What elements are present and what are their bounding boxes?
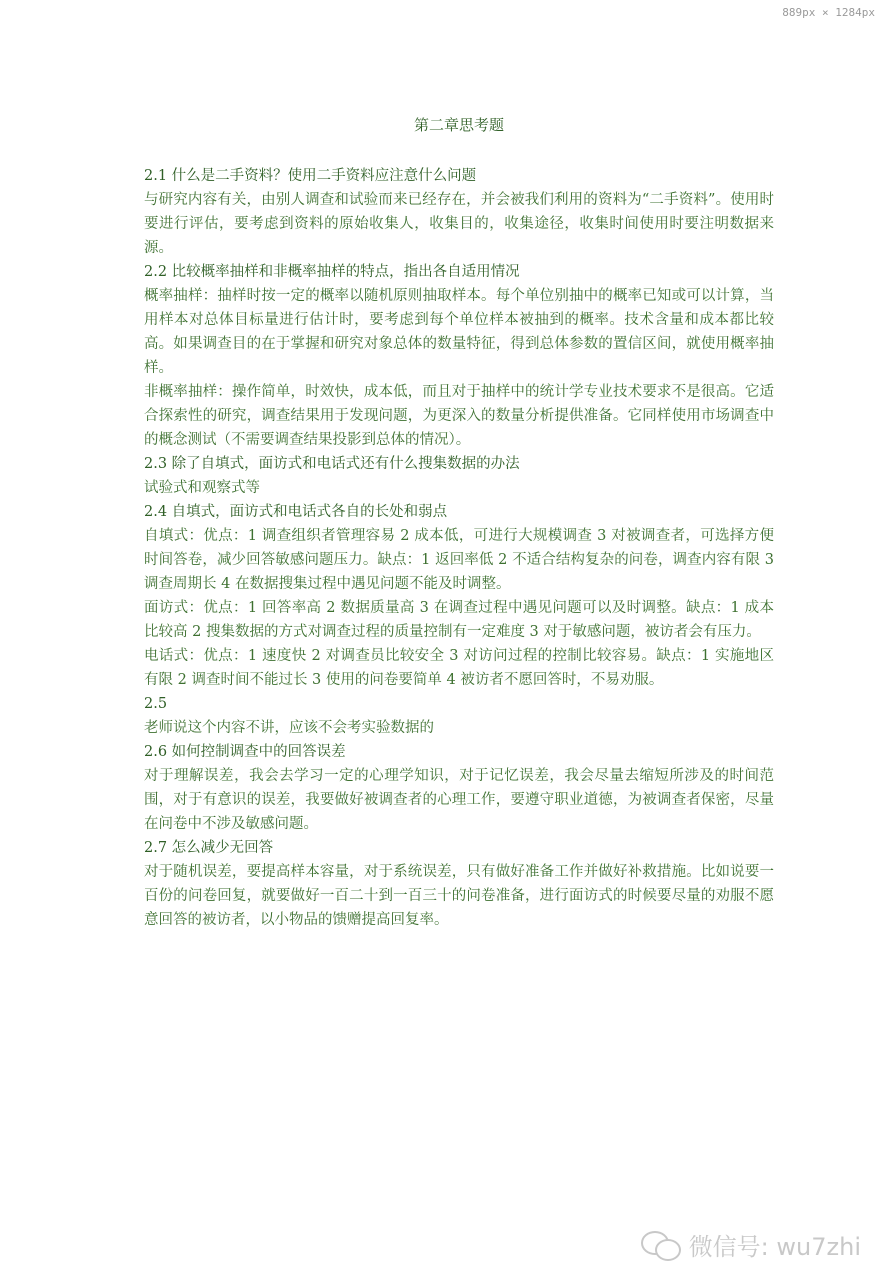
question-2-7: 2.7 怎么减少无回答: [144, 840, 274, 856]
question-2-2: 2.2 比较概率抽样和非概率抽样的特点，指出各自适用情况: [144, 264, 520, 280]
question-2-1: 2.1 什么是二手资料？使用二手资料应注意什么问题: [144, 168, 477, 184]
wechat-watermark: [641, 1227, 861, 1262]
watermark-text: 微信号: wu7zhi: [688, 1233, 861, 1261]
image-size-label: 889px × 1284px: [782, 6, 875, 19]
answer-2-4-self-administered: 自填式：优点：1 调查组织者管理容易 2 成本低，可进行大规模调查 3 对被调查者，可选择方便时间答卷，减少回答敏感问题压力。缺点：1 返回率低 2 不适合结构复杂的问卷，调查内容有限 3 调查周期长 4 在数据搜集过程中遇见问题不能及时调整。: [144, 528, 774, 592]
wechat-icon: [641, 1229, 681, 1261]
answer-2-2-nonprobability: 非概率抽样：操作简单，时效快，成本低，而且对于抽样中的统计学专业技术要求不是很高。它适合探索性的研究，调查结果用于发现问题，为更深入的数量分析提供准备。它同样使用市场调查中的概念测试（不需要调查结果投影到总体的情况）。: [144, 384, 774, 448]
answer-2-2-probability: 概率抽样：抽样时按一定的概率以随机原则抽取样本。每个单位别抽中的概率已知或可以计算，当用样本对总体目标量进行估计时，要考虑到每个单位样本被抽到的概率。技术含量和成本都比较高。如果调查目的在于掌握和研究对象总体的数量特征，得到总体参数的置信区间，就使用概率抽样。: [144, 288, 774, 376]
answer-2-3: 试验式和观察式等: [144, 480, 260, 496]
page-title: 第二章思考题: [413, 116, 504, 134]
answer-2-7: 对于随机误差，要提高样本容量，对于系统误差，只有做好准备工作并做好补救措施。比如说要一百份的问卷回复，就要做好一百二十到一百三十的问卷准备，进行面访式的时候要尽量的劝服不愿意回答的被访者，以小物品的馈赠提高回复率。: [144, 864, 774, 928]
answer-2-4-telephone: 电话式：优点：1 速度快 2 对调查员比较安全 3 对访问过程的控制比较容易。缺点：1 实施地区有限 2 调查时间不能过长 3 使用的问卷要简单 4 被访者不愿回答时，不易劝服。: [144, 648, 774, 688]
answer-2-1: 与研究内容有关，由别人调查和试验而来已经存在，并会被我们利用的资料为“二手资料”。使用时要进行评估，要考虑到资料的原始收集人，收集目的，收集途径，收集时间使用时要注明数据来源。: [144, 192, 774, 256]
question-2-4: 2.4 自填式，面访式和电话式各自的长处和弱点: [144, 504, 448, 520]
question-2-6: 2.6 如何控制调查中的回答误差: [144, 744, 346, 760]
answer-2-5: 老师说这个内容不讲，应该不会考实验数据的: [144, 720, 434, 736]
document-page: [144, 112, 774, 932]
question-2-3: 2.3 除了自填式，面访式和电话式还有什么搜集数据的办法: [144, 456, 520, 472]
answer-2-4-face-to-face: 面访式：优点：1 回答率高 2 数据质量高 3 在调查过程中遇见问题可以及时调整。缺点：1 成本比较高 2 搜集数据的方式对调查过程的质量控制有一定难度 3 对于敏感问题，被访者会有压力。: [144, 600, 774, 640]
answer-2-6: 对于理解误差，我会去学习一定的心理学知识，对于记忆误差，我会尽量去缩短所涉及的时间范围，对于有意识的误差，我要做好被调查者的心理工作，要遵守职业道德，为被调查者保密，尽量在问卷中不涉及敏感问题。: [144, 768, 774, 832]
question-2-5: 2.5: [144, 696, 168, 712]
